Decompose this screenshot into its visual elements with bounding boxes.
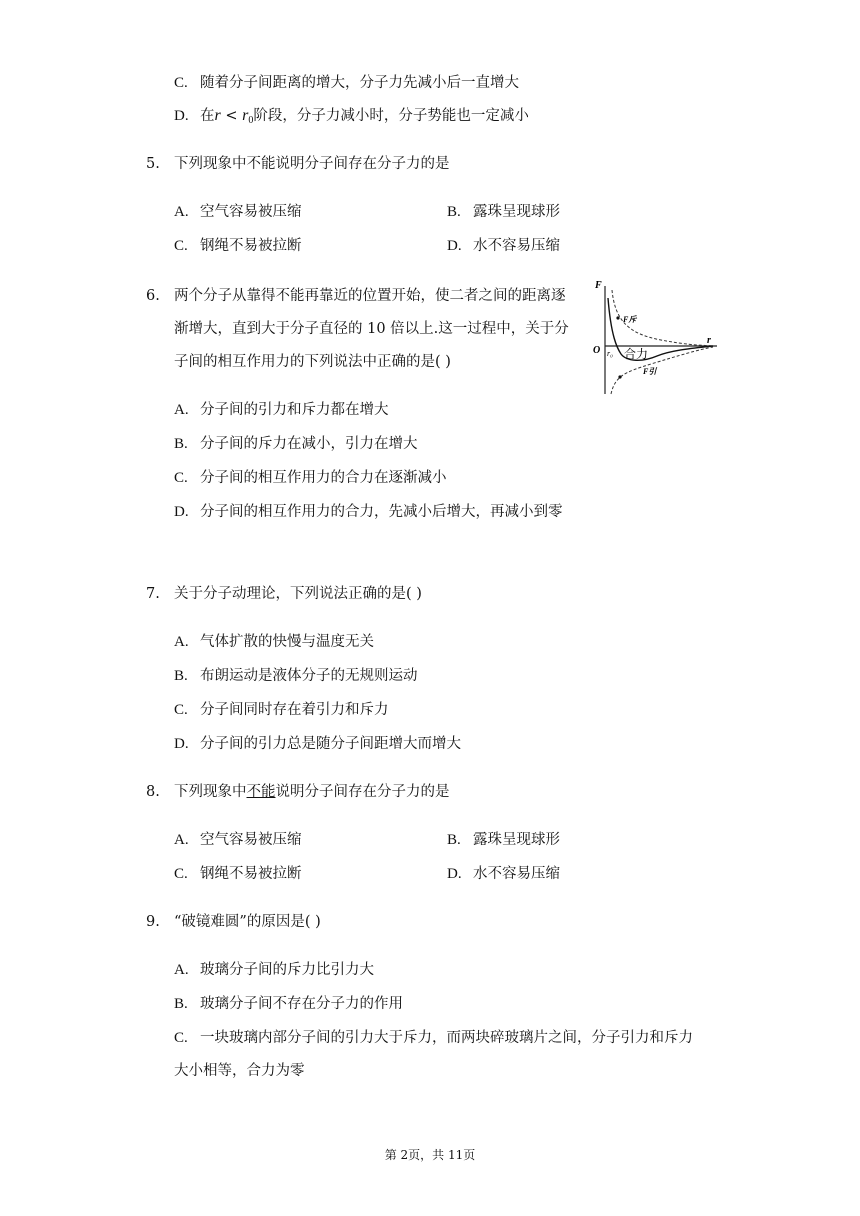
option-text: 布朗运动是液体分子的无规则运动 [200, 668, 418, 684]
math-r: r [214, 107, 221, 124]
q5-option-b [447, 202, 560, 222]
question-stem: 下列现象中不能说明分子间存在分子力的是 [174, 156, 450, 172]
option-text: 一块玻璃内部分子间的引力大于斥力，而两块碎玻璃片之间，分子引力和斥力 [200, 1030, 693, 1046]
q7-option-b [174, 666, 418, 686]
page-footer: 第 2页，共 11页 [384, 1148, 476, 1162]
q4-option-c [174, 73, 519, 93]
option-text-post: 阶段，分子力减小时，分子势能也一定减小 [253, 108, 529, 124]
question-stem-line-2: 渐增大，直到大于分子直径的 10 倍以上.这一过程中，关于分 [174, 321, 569, 337]
option-text: 钢绳不易被拉断 [200, 866, 302, 882]
option-letter: C. [174, 1030, 188, 1046]
question-stem-line-3: 子间的相互作用力的下列说法中正确的是( ) [174, 354, 451, 370]
q6-option-d [174, 502, 563, 522]
math-subscript: 0 [248, 115, 254, 126]
option-text: 分子间的相互作用力的合力在逐渐减小 [200, 470, 447, 486]
attraction-point [618, 375, 621, 378]
option-text: 空气容易被压缩 [200, 832, 302, 848]
option-letter: B. [447, 204, 461, 220]
origin-label: O [593, 345, 601, 356]
math-less-than: < [220, 108, 243, 124]
math-r0: r [242, 107, 249, 124]
option-text: 水不容易压缩 [473, 238, 560, 254]
stem-pre: 下列现象中 [174, 784, 247, 800]
repulsion-label: F斥 [623, 315, 637, 324]
q5-option-a [174, 202, 302, 222]
option-text: 空气容易被压缩 [200, 204, 302, 220]
q9-option-b [174, 994, 403, 1014]
option-text: 分子间同时存在着引力和斥力 [200, 702, 389, 718]
q8-option-d [447, 864, 560, 884]
option-letter: C. [174, 470, 188, 486]
q6-option-b [174, 434, 418, 454]
q8-option-a [174, 830, 302, 850]
question-number: 9. [146, 914, 160, 930]
option-letter: B. [174, 668, 188, 684]
stem-post: 说明分子间存在分子力的是 [275, 784, 450, 800]
option-text: 钢绳不易被拉断 [200, 238, 302, 254]
q7-option-c [174, 700, 389, 720]
q9-option-c [174, 1028, 693, 1048]
question-stem [174, 782, 450, 802]
q5-option-c [174, 236, 302, 256]
option-letter: C. [174, 75, 188, 91]
q9-option-a [174, 960, 374, 980]
q4-option-d [174, 106, 529, 131]
f-axis-label: F [595, 280, 602, 291]
q9-option-c-continued: 大小相等，合力为零 [174, 1063, 305, 1079]
option-letter: B. [174, 996, 188, 1012]
option-text: 露珠呈现球形 [473, 832, 560, 848]
option-text: 随着分子间距离的增大，分子力先减小后一直增大 [200, 75, 519, 91]
option-letter: D. [174, 504, 189, 520]
attraction-label: F引 [643, 367, 657, 376]
repulsion-point [616, 316, 619, 319]
option-text-pre: 在 [200, 108, 215, 124]
q8-option-b [447, 830, 560, 850]
q5-option-d [447, 236, 560, 256]
option-letter: A. [174, 402, 189, 418]
option-text: 分子间的斥力在减小，引力在增大 [200, 436, 418, 452]
q8-option-c [174, 864, 302, 884]
option-letter: C. [174, 238, 188, 254]
question-stem: 关于分子动理论，下列说法正确的是( ) [174, 586, 422, 602]
q7-option-d [174, 734, 461, 754]
option-letter: D. [447, 866, 462, 882]
option-letter: B. [447, 832, 461, 848]
option-text: 露珠呈现球形 [473, 204, 560, 220]
option-letter: A. [174, 204, 189, 220]
option-letter: D. [174, 736, 189, 752]
option-letter: C. [174, 866, 188, 882]
q6-option-c [174, 468, 447, 488]
option-letter: A. [174, 962, 189, 978]
option-text: 玻璃分子间不存在分子力的作用 [200, 996, 403, 1012]
question-stem-line-1: 两个分子从靠得不能再靠近的位置开始，使二者之间的距离逐 [174, 288, 566, 304]
question-number: 5. [146, 156, 160, 172]
option-letter: A. [174, 634, 189, 650]
force-distance-graph [591, 276, 721, 398]
option-text: 分子间的引力和斥力都在增大 [200, 402, 389, 418]
option-letter: B. [174, 436, 188, 452]
q6-option-a [174, 400, 389, 420]
option-text: 分子间的引力总是随分子间距增大而增大 [200, 736, 461, 752]
question-number: 7. [146, 586, 160, 602]
option-letter: C. [174, 702, 188, 718]
stem-underlined: 不能 [246, 784, 276, 800]
option-text: 分子间的相互作用力的合力，先减小后增大，再减小到零 [200, 504, 563, 520]
r0-label: r₀ [607, 349, 613, 358]
r-axis-label: r [707, 335, 711, 346]
option-letter: D. [447, 238, 462, 254]
option-text: 玻璃分子间的斥力比引力大 [200, 962, 374, 978]
question-number: 8. [146, 784, 160, 800]
question-number: 6. [146, 288, 160, 304]
option-letter: A. [174, 832, 189, 848]
q7-option-a [174, 632, 374, 652]
option-text: 水不容易压缩 [473, 866, 560, 882]
net-force-label: 合力 [624, 347, 649, 361]
option-text: 气体扩散的快慢与温度无关 [200, 634, 374, 650]
option-letter: D. [174, 108, 189, 124]
question-stem: “破镜难圆”的原因是( ) [174, 914, 321, 930]
